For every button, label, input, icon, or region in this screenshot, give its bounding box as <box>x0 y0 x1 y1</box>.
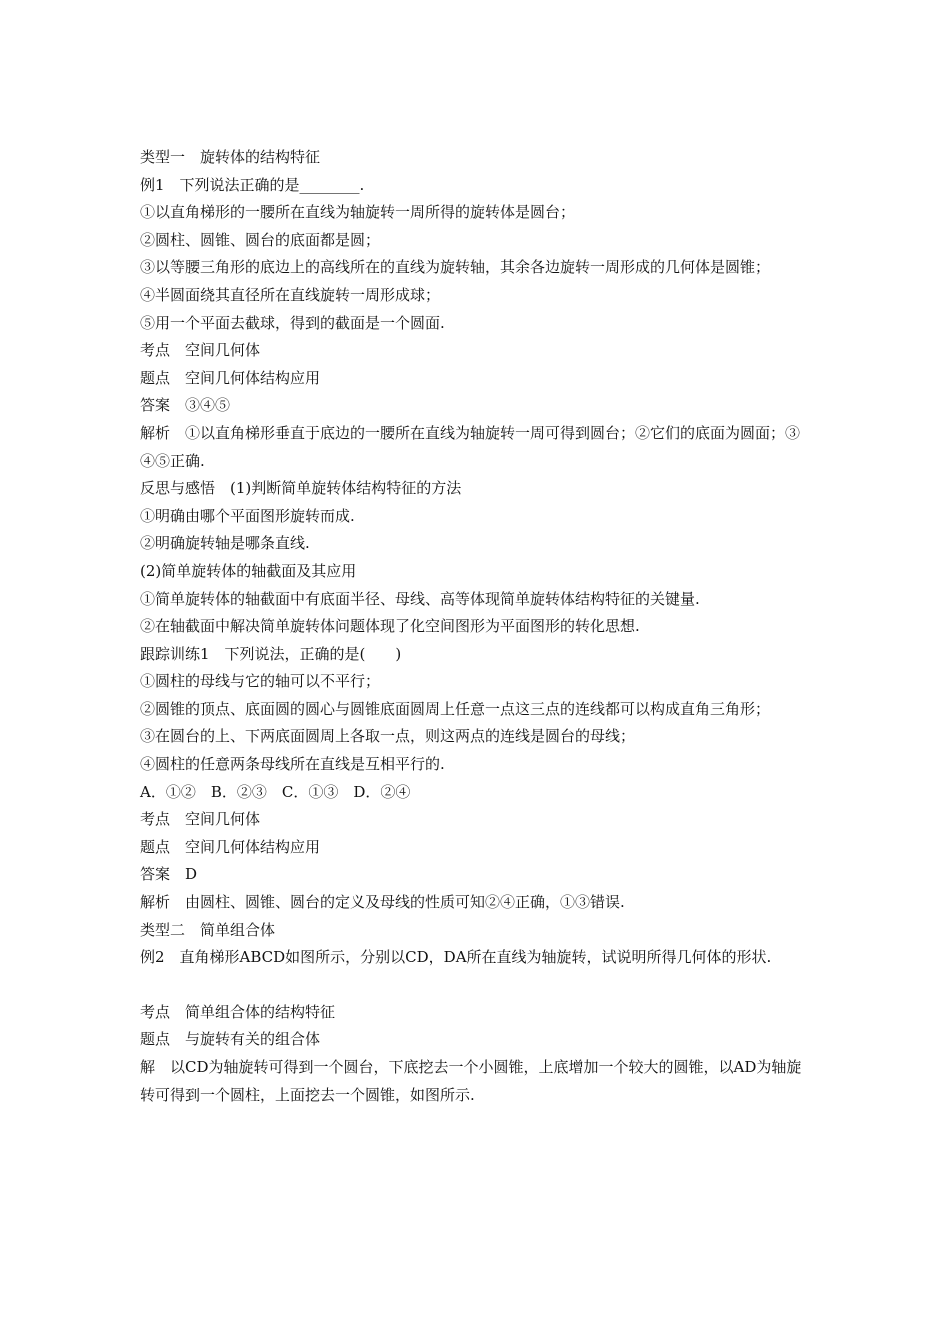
example-2-subtopic: 题点 与旋转有关的组合体 <box>140 1030 321 1049</box>
example-2-topic: 考点 简单组合体的结构特征 <box>140 1002 336 1021</box>
document-body <box>140 144 812 1109</box>
reflection-point-4: ②在轴截面中解决简单旋转体问题体现了化空间图形为平面图形的转化思想. <box>140 617 640 636</box>
practice-1-topic: 考点 空间几何体 <box>140 810 261 829</box>
example-1-statement-5: ⑤用一个平面去截球，得到的截面是一个圆面. <box>140 313 445 332</box>
example-2-solution: 解 以CD为轴旋转可得到一个圆台，下底挖去一个小圆锥，上底增加一个较大的圆锥，以AD为轴旋转可得到一个圆柱，上面挖去一个圆锥，如图所示. <box>140 1058 802 1104</box>
example-1-statement-3: ③以等腰三角形的底边上的高线所在的直线为旋转轴，其余各边旋转一周形成的几何体是圆锥； <box>140 258 771 277</box>
example-1-analysis: 解析 ①以直角梯形垂直于底边的一腰所在直线为轴旋转一周可得到圆台；②它们的底面为圆面；③④⑤正确. <box>140 423 801 470</box>
reflection-point-3: ①简单旋转体的轴截面中有底面半径、母线、高等体现简单旋转体结构特征的关键量. <box>140 589 700 608</box>
reflection-point-2: ②明确旋转轴是哪条直线. <box>140 534 310 553</box>
practice-1-answer: 答案 D <box>140 865 198 884</box>
practice-1-statement-4: ④圆柱的任意两条母线所在直线是互相平行的. <box>140 755 445 774</box>
practice-1-question: 跟踪训练1 下列说法，正确的是( ) <box>140 644 402 663</box>
example-1-answer: 答案 ③④⑤ <box>140 396 231 415</box>
example-2-question: 例2 直角梯形ABCD如图所示，分别以CD，DA所在直线为轴旋转，试说明所得几何体的形状. <box>140 948 772 967</box>
reflection-point-1: ①明确由哪个平面图形旋转而成. <box>140 506 355 525</box>
example-1-subtopic: 题点 空间几何体结构应用 <box>140 368 321 387</box>
section-heading-type-2: 类型二 简单组合体 <box>140 920 276 939</box>
practice-1-options: A．①② B．②③ C．①③ D．②④ <box>140 782 411 801</box>
reflection-subheading-2: (2)简单旋转体的轴截面及其应用 <box>140 561 357 580</box>
example-1-question: 例1 下列说法正确的是________. <box>140 175 365 194</box>
example-1-statement-4: ④半圆面绕其直径所在直线旋转一周形成球； <box>140 285 441 304</box>
practice-1-subtopic: 题点 空间几何体结构应用 <box>140 837 321 856</box>
practice-1-statement-2: ②圆锥的顶点、底面圆的圆心与圆锥底面圆周上任意一点这三点的连线都可以构成直角三角形； <box>140 699 771 718</box>
practice-1-statement-1: ①圆柱的母线与它的轴可以不平行； <box>140 672 381 691</box>
example-1-statement-1: ①以直角梯形的一腰所在直线为轴旋转一周所得的旋转体是圆台； <box>140 203 576 222</box>
practice-1-analysis: 解析 由圆柱、圆锥、圆台的定义及母线的性质可知②④正确，①③错误. <box>140 893 625 912</box>
section-heading-type-1: 类型一 旋转体的结构特征 <box>140 148 321 166</box>
practice-1-statement-3: ③在圆台的上、下两底面圆周上各取一点，则这两点的连线是圆台的母线； <box>140 727 636 746</box>
example-1-topic: 考点 空间几何体 <box>140 341 261 360</box>
figure-spacer <box>140 972 812 999</box>
reflection-heading: 反思与感悟 (1)判断简单旋转体结构特征的方法 <box>140 479 462 498</box>
example-1-statement-2: ②圆柱、圆锥、圆台的底面都是圆； <box>140 230 381 249</box>
